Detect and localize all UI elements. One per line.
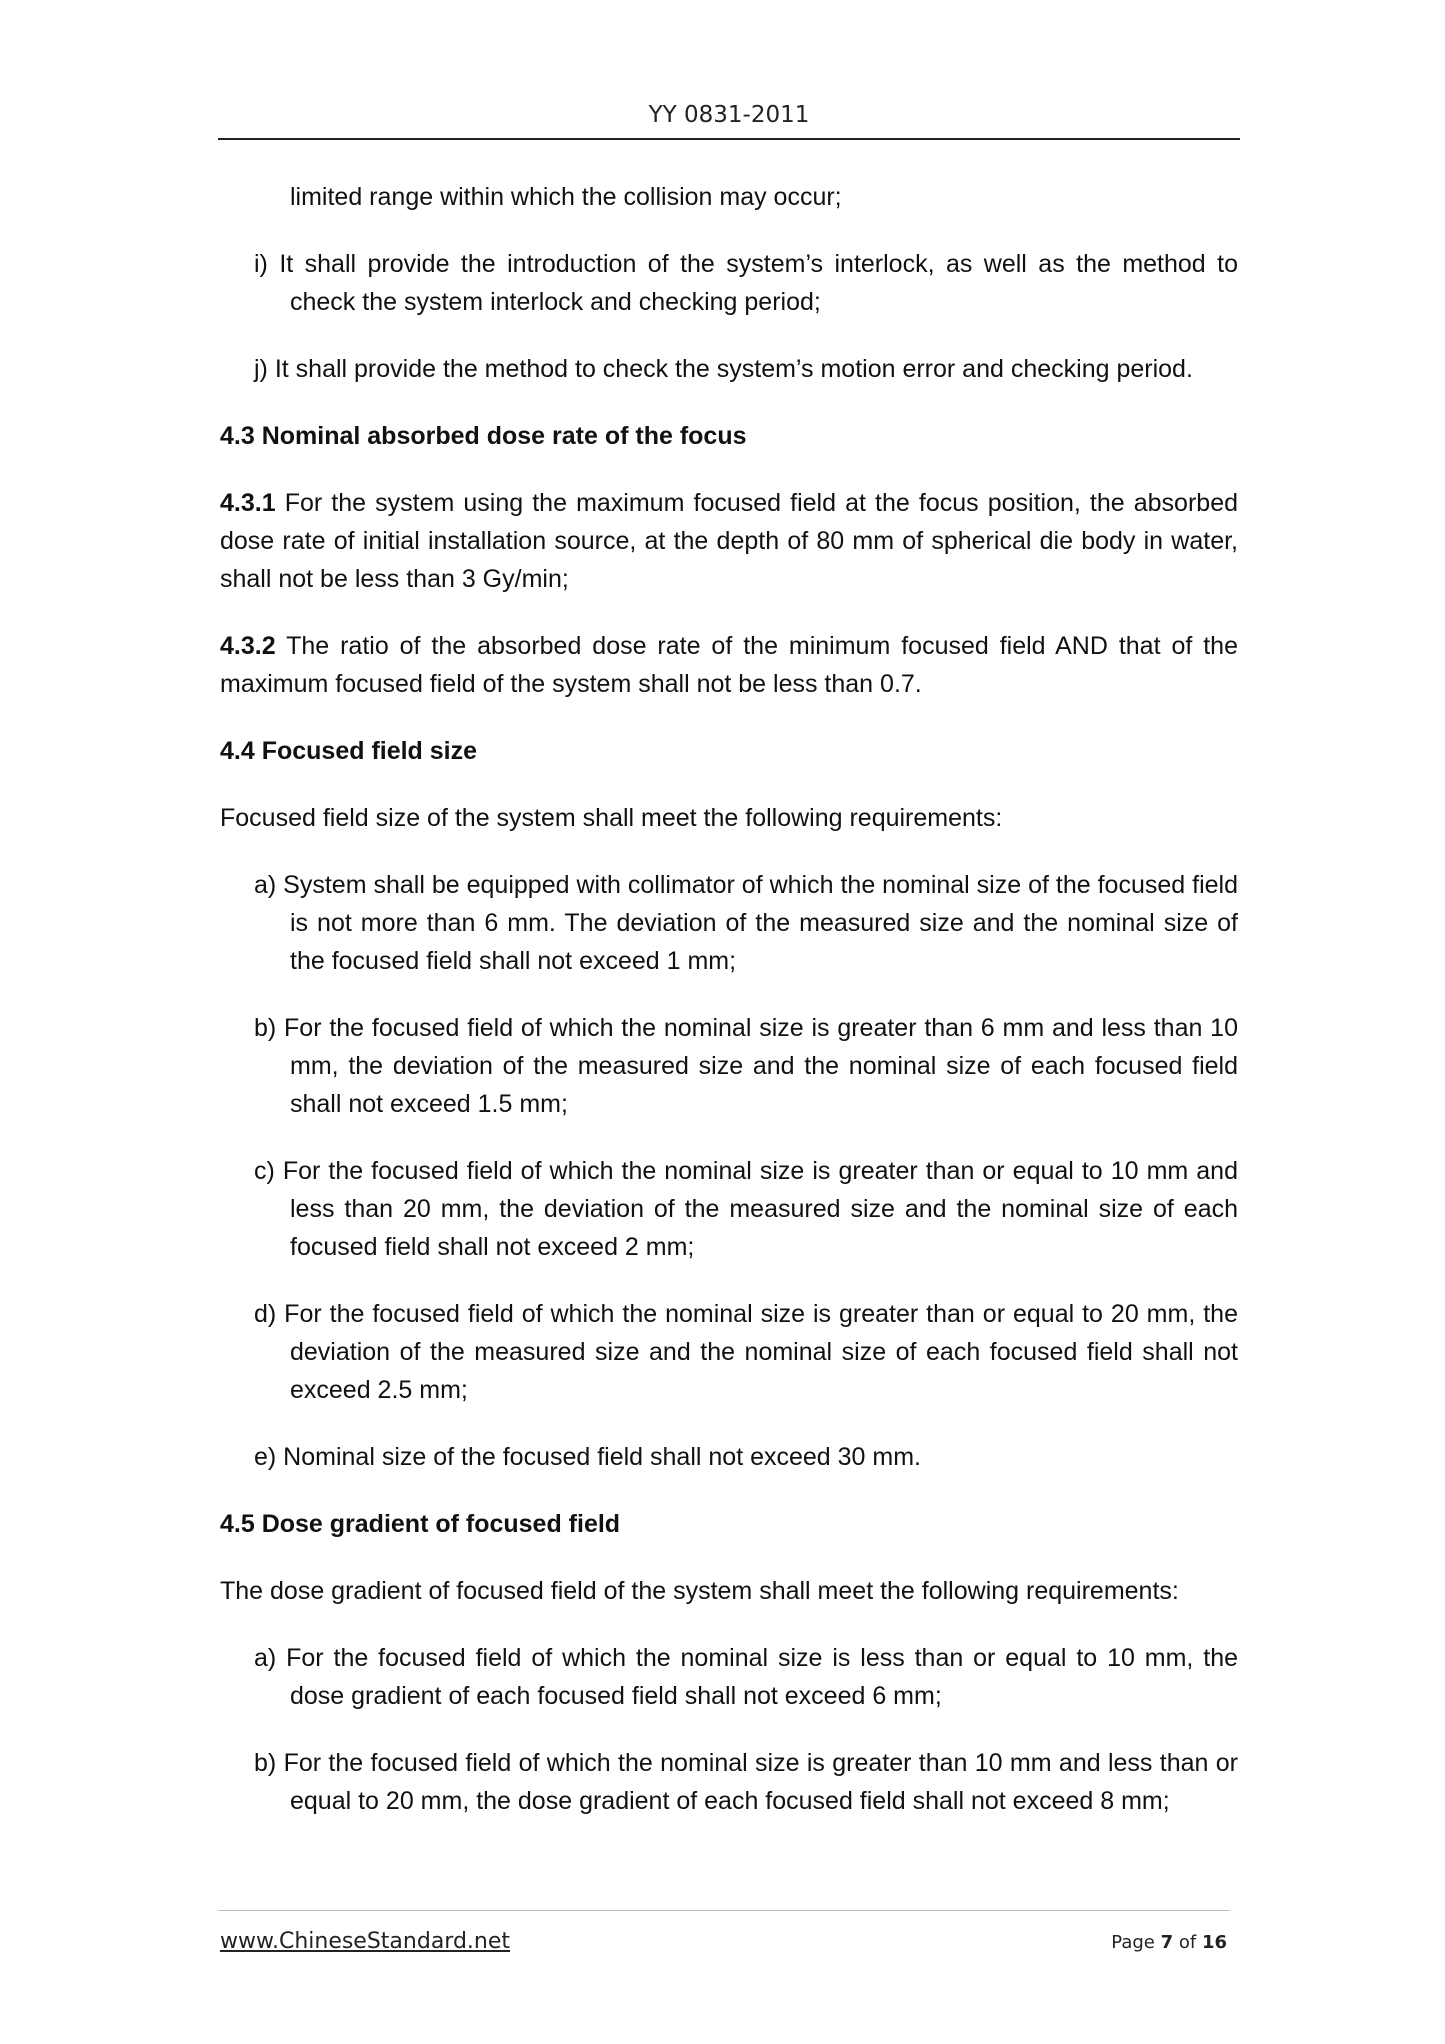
list-item-4-4-a: a) System shall be equipped with collimator of which the nominal size of the focused field is not more than 6 mm. The deviation of the measured size and the nominal size of the focused field shall not exceed 1 mm; xyxy=(254,871,1238,975)
list-item-4-4-e: e) Nominal size of the focused field shall not exceed 30 mm. xyxy=(254,1443,922,1471)
clause-number: 4.3.2 xyxy=(220,632,276,660)
website-link[interactable]: www.ChineseStandard.net xyxy=(220,1929,511,1954)
list-item-i: i) It shall provide the introduction of the system’s interlock, as well as the method to check the system interlock and checking period; xyxy=(254,250,1238,316)
clause-4-3-2 xyxy=(220,627,1238,703)
list-item-4-4-b: b) For the focused field of which the nominal size is greater than 6 mm and less than 10 mm, the deviation of the measured size and the nominal size of each focused field shall not exceed 1.5 mm; xyxy=(254,1014,1238,1118)
section-intro-4-4: Focused field size of the system shall meet the following requirements: xyxy=(220,804,1003,832)
section-heading-4-3: 4.3 Nominal absorbed dose rate of the focus xyxy=(220,422,747,450)
list-item-4-4-d: d) For the focused field of which the nominal size is greater than or equal to 20 mm, the deviation of the measured size and the nominal size of each focused field shall not exceed 2.5 mm; xyxy=(254,1300,1238,1404)
page-of: of xyxy=(1173,1932,1202,1953)
document-body xyxy=(220,178,1238,1849)
page-current: 7 xyxy=(1160,1932,1174,1953)
page-prefix: Page xyxy=(1111,1932,1161,1953)
clause-number: 4.3.1 xyxy=(220,489,276,517)
clause-text: The ratio of the absorbed dose rate of the minimum focused field AND that of the maximum focused field of the system shall not be less than 0.7. xyxy=(220,632,1238,698)
document-header-code: YY 0831-2011 xyxy=(648,102,810,128)
header-divider xyxy=(218,138,1240,140)
paragraph-continuation: limited range within which the collision may occur; xyxy=(290,183,842,211)
clause-4-3-1 xyxy=(220,484,1238,598)
list-item-4-5-b: b) For the focused field of which the nominal size is greater than 10 mm and less than or equal to 20 mm, the dose gradient of each focused field shall not exceed 8 mm; xyxy=(254,1749,1238,1815)
section-heading-4-5: 4.5 Dose gradient of focused field xyxy=(220,1510,621,1538)
list-item-4-5-a: a) For the focused field of which the nominal size is less than or equal to 10 mm, the dose gradient of each focused field shall not exceed 6 mm; xyxy=(254,1644,1238,1710)
list-item-4-4-c: c) For the focused field of which the nominal size is greater than or equal to 10 mm and less than 20 mm, the deviation of the measured size and the nominal size of each focused field shall not exceed 2 mm; xyxy=(254,1157,1238,1261)
page-total: 16 xyxy=(1201,1932,1227,1953)
clause-text: For the system using the maximum focused field at the focus position, the absorbed dose rate of initial installation source, at the depth of 80 mm of spherical die body in water, shall not be less than 3 Gy/min; xyxy=(220,489,1238,593)
section-heading-4-4: 4.4 Focused field size xyxy=(220,737,478,765)
page-number xyxy=(1111,1932,1227,1953)
list-item-j: j) It shall provide the method to check the system’s motion error and checking period. xyxy=(254,355,1193,383)
section-intro-4-5: The dose gradient of focused field of the system shall meet the following requirements: xyxy=(220,1577,1179,1605)
footer-divider xyxy=(218,1910,1230,1911)
